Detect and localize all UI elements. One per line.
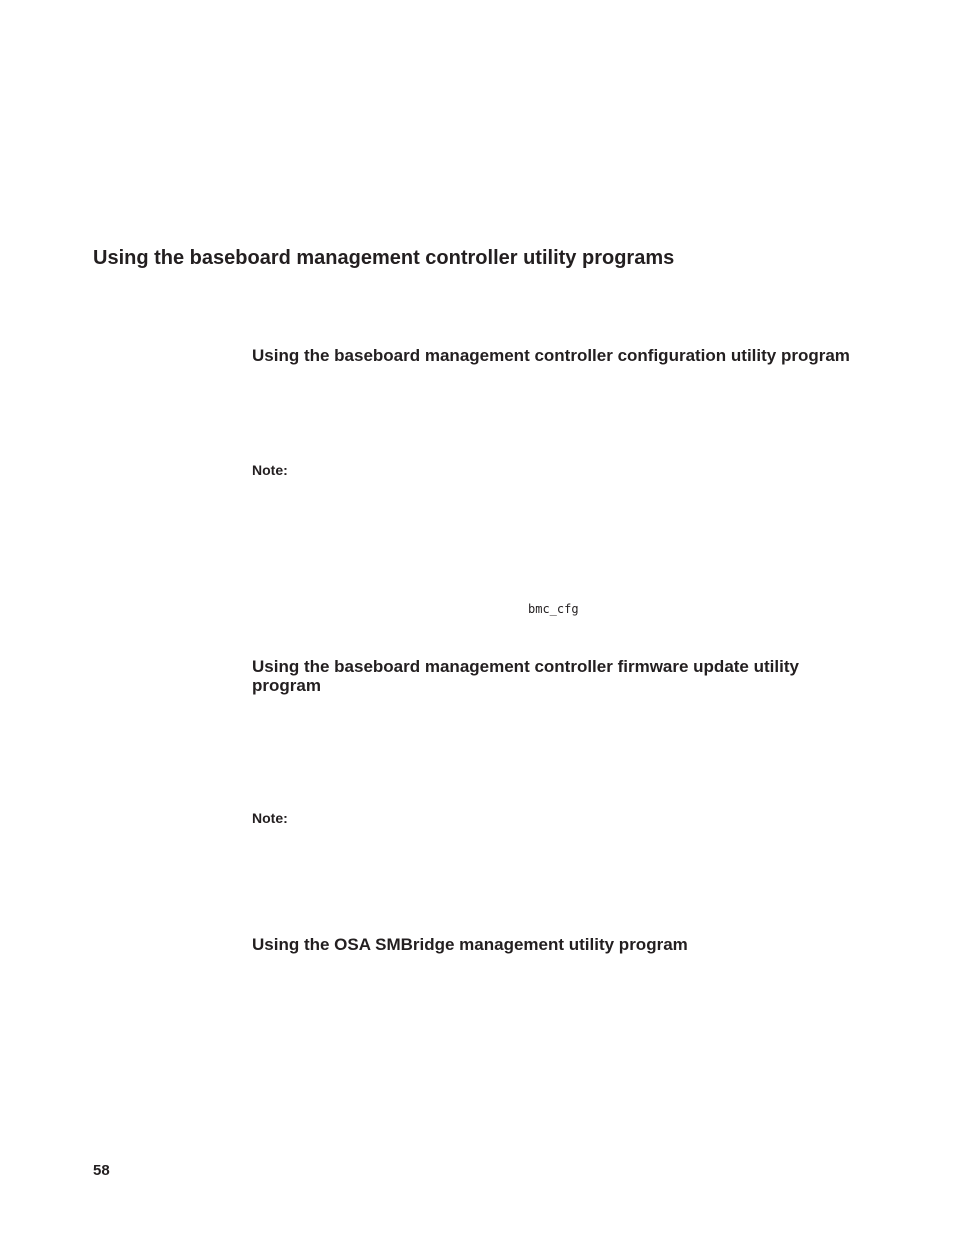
subsection-heading-osa-smbridge: Using the OSA SMBridge management utility program: [252, 935, 688, 954]
command-name: bmc_cfg: [528, 602, 579, 616]
page-number: 58: [93, 1162, 110, 1179]
subsection-heading-bmc-configuration: Using the baseboard management controller configuration utility program: [252, 346, 850, 365]
note-label: Note:: [252, 462, 288, 478]
subsection-heading-bmc-firmware-update: Using the baseboard management controller firmware update utility program: [252, 657, 799, 695]
note-label: Note:: [252, 810, 288, 826]
section-heading: Using the baseboard management controller utility programs: [93, 247, 675, 269]
